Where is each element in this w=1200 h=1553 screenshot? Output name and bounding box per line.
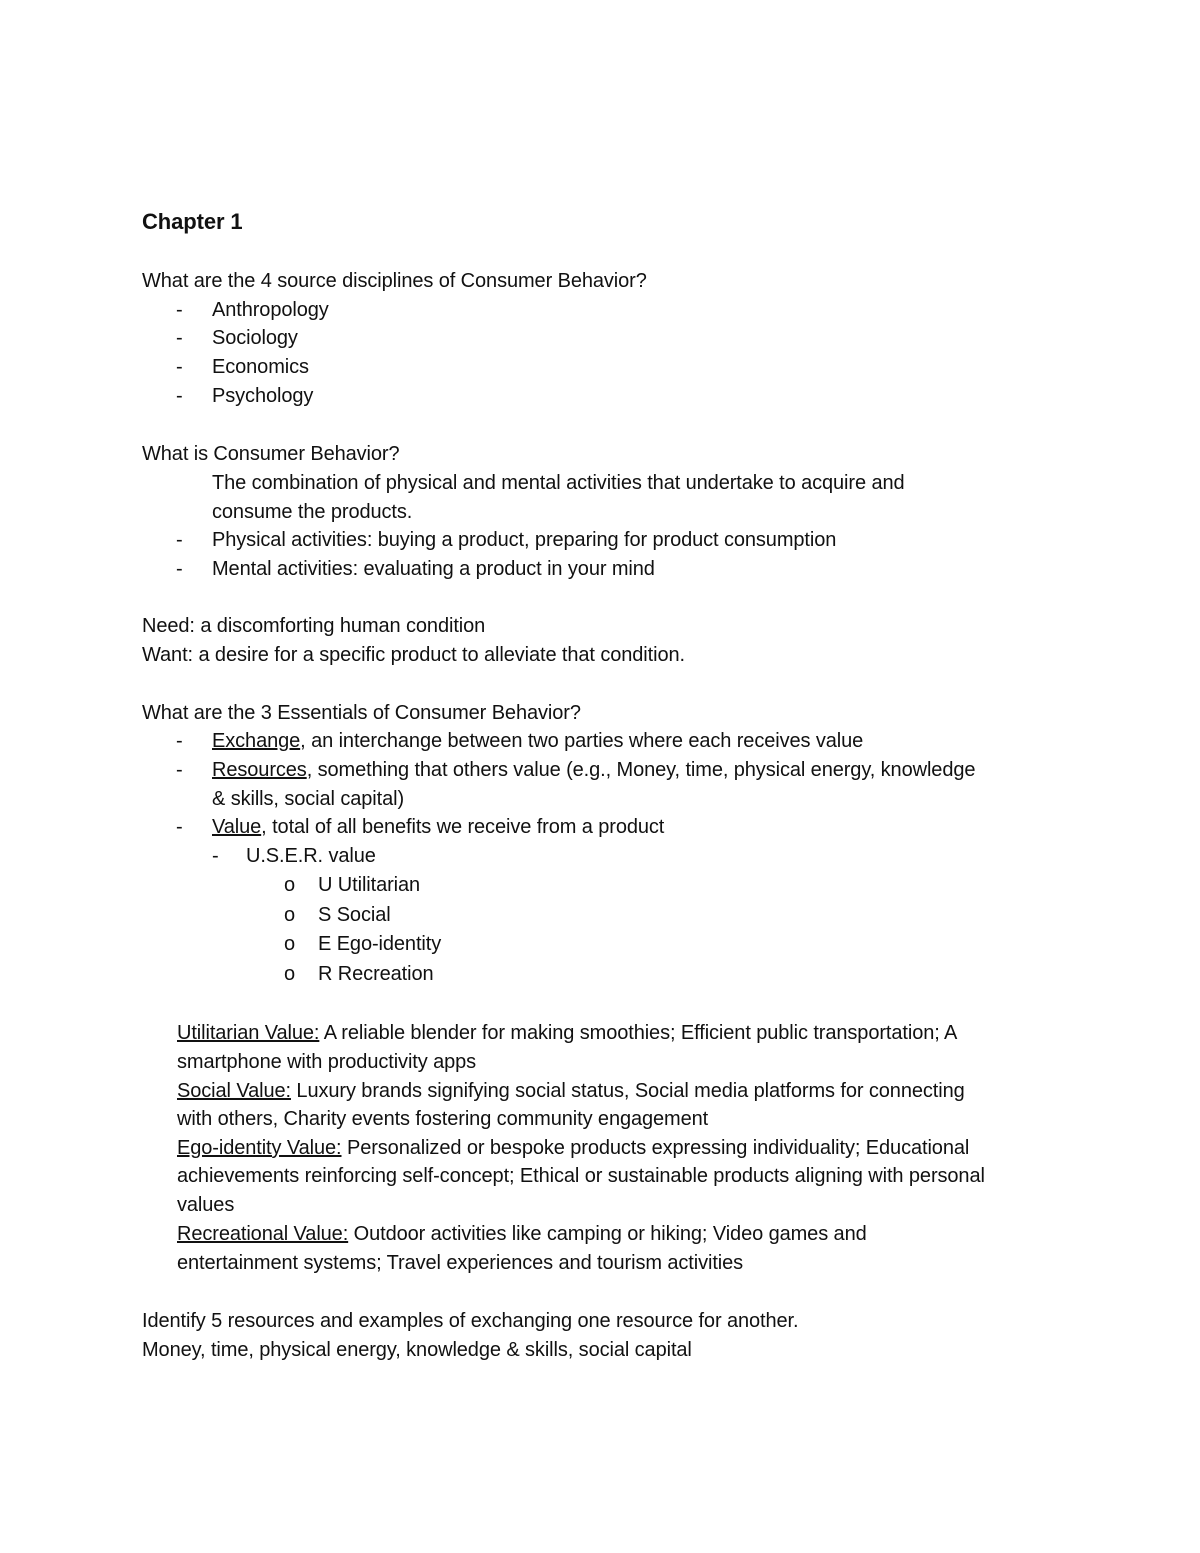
term-social-value: Social Value: (177, 1080, 291, 1102)
user-item: E Ego-identity (318, 933, 442, 955)
circle-bullet: o (284, 963, 296, 985)
list-item (212, 758, 975, 782)
definition-line: consume the products. (212, 501, 413, 523)
user-item: S Social (318, 904, 391, 926)
dash-bullet: - (176, 299, 183, 321)
paragraph-line: achievements reinforcing self-concept; Ethical or sustainable products aligning with personal (177, 1165, 985, 1187)
paragraph-line: values (177, 1194, 235, 1216)
dash-bullet: - (176, 529, 183, 551)
user-item: R Recreation (318, 963, 434, 985)
paragraph-text: Outdoor activities like camping or hiking; Video games and (348, 1223, 867, 1245)
dash-bullet: - (176, 356, 183, 378)
list-item (212, 815, 664, 839)
list-item (212, 729, 863, 753)
dash-bullet: - (176, 816, 183, 838)
list-item: Economics (212, 356, 309, 378)
dash-bullet: - (176, 385, 183, 407)
list-item: Mental activities: evaluating a product in your mind (212, 558, 655, 580)
question-identify-resources: Identify 5 resources and examples of exchanging one resource for another. (142, 1310, 799, 1332)
paragraph-text: A reliable blender for making smoothies; Efficient public transportation; A (319, 1022, 958, 1044)
user-item: U Utilitarian (318, 874, 421, 896)
page-title: Chapter 1 (142, 209, 243, 234)
answer-resources: Money, time, physical energy, knowledge & skills, social capital (142, 1339, 692, 1361)
term-utilitarian-value: Utilitarian Value: (177, 1022, 320, 1044)
list-item: Physical activities: buying a product, preparing for product consumption (212, 529, 837, 551)
circle-bullet: o (284, 874, 296, 896)
recreational-value-paragraph (177, 1222, 867, 1246)
dash-bullet: - (212, 845, 219, 867)
definition-line: The combination of physical and mental activities that undertake to acquire and (212, 472, 905, 494)
circle-bullet: o (284, 904, 296, 926)
dash-bullet: - (176, 558, 183, 580)
paragraph-line: entertainment systems; Travel experiences and tourism activities (177, 1252, 744, 1274)
term-exchange: Exchange (212, 730, 301, 752)
term-recreational-value: Recreational Value: (177, 1223, 349, 1245)
term-value: Value (212, 816, 262, 838)
list-item: Anthropology (212, 299, 329, 321)
dash-bullet: - (176, 730, 183, 752)
term-description: , an interchange between two parties where each receives value (300, 730, 864, 752)
term-description: , total of all benefits we receive from a product (261, 816, 665, 838)
question-source-disciplines: What are the 4 source disciplines of Consumer Behavior? (142, 270, 647, 292)
need-definition: Need: a discomforting human condition (142, 615, 486, 637)
term-resources: Resources (212, 759, 307, 781)
paragraph-text: Personalized or bespoke products expressing individuality; Educational (341, 1137, 970, 1159)
circle-bullet: o (284, 933, 296, 955)
paragraph-text: Luxury brands signifying social status, Social media platforms for connecting (290, 1080, 965, 1102)
dash-bullet: - (176, 759, 183, 781)
social-value-paragraph (177, 1079, 965, 1103)
list-item: Psychology (212, 385, 314, 407)
list-item-continuation: & skills, social capital) (212, 788, 405, 810)
question-consumer-behavior: What is Consumer Behavior? (142, 443, 400, 465)
term-ego-identity-value: Ego-identity Value: (177, 1137, 342, 1159)
list-item: Sociology (212, 327, 298, 349)
term-description: , something that others value (e.g., Money, time, physical energy, knowledge (306, 759, 976, 781)
paragraph-line: with others, Charity events fostering community engagement (177, 1108, 709, 1130)
want-definition: Want: a desire for a specific product to alleviate that condition. (142, 644, 685, 666)
utilitarian-value-paragraph (177, 1021, 957, 1045)
sub-list-item: U.S.E.R. value (246, 845, 376, 867)
dash-bullet: - (176, 327, 183, 349)
ego-identity-value-paragraph (177, 1136, 969, 1160)
paragraph-line: smartphone with productivity apps (177, 1051, 477, 1073)
question-essentials: What are the 3 Essentials of Consumer Behavior? (142, 702, 581, 724)
